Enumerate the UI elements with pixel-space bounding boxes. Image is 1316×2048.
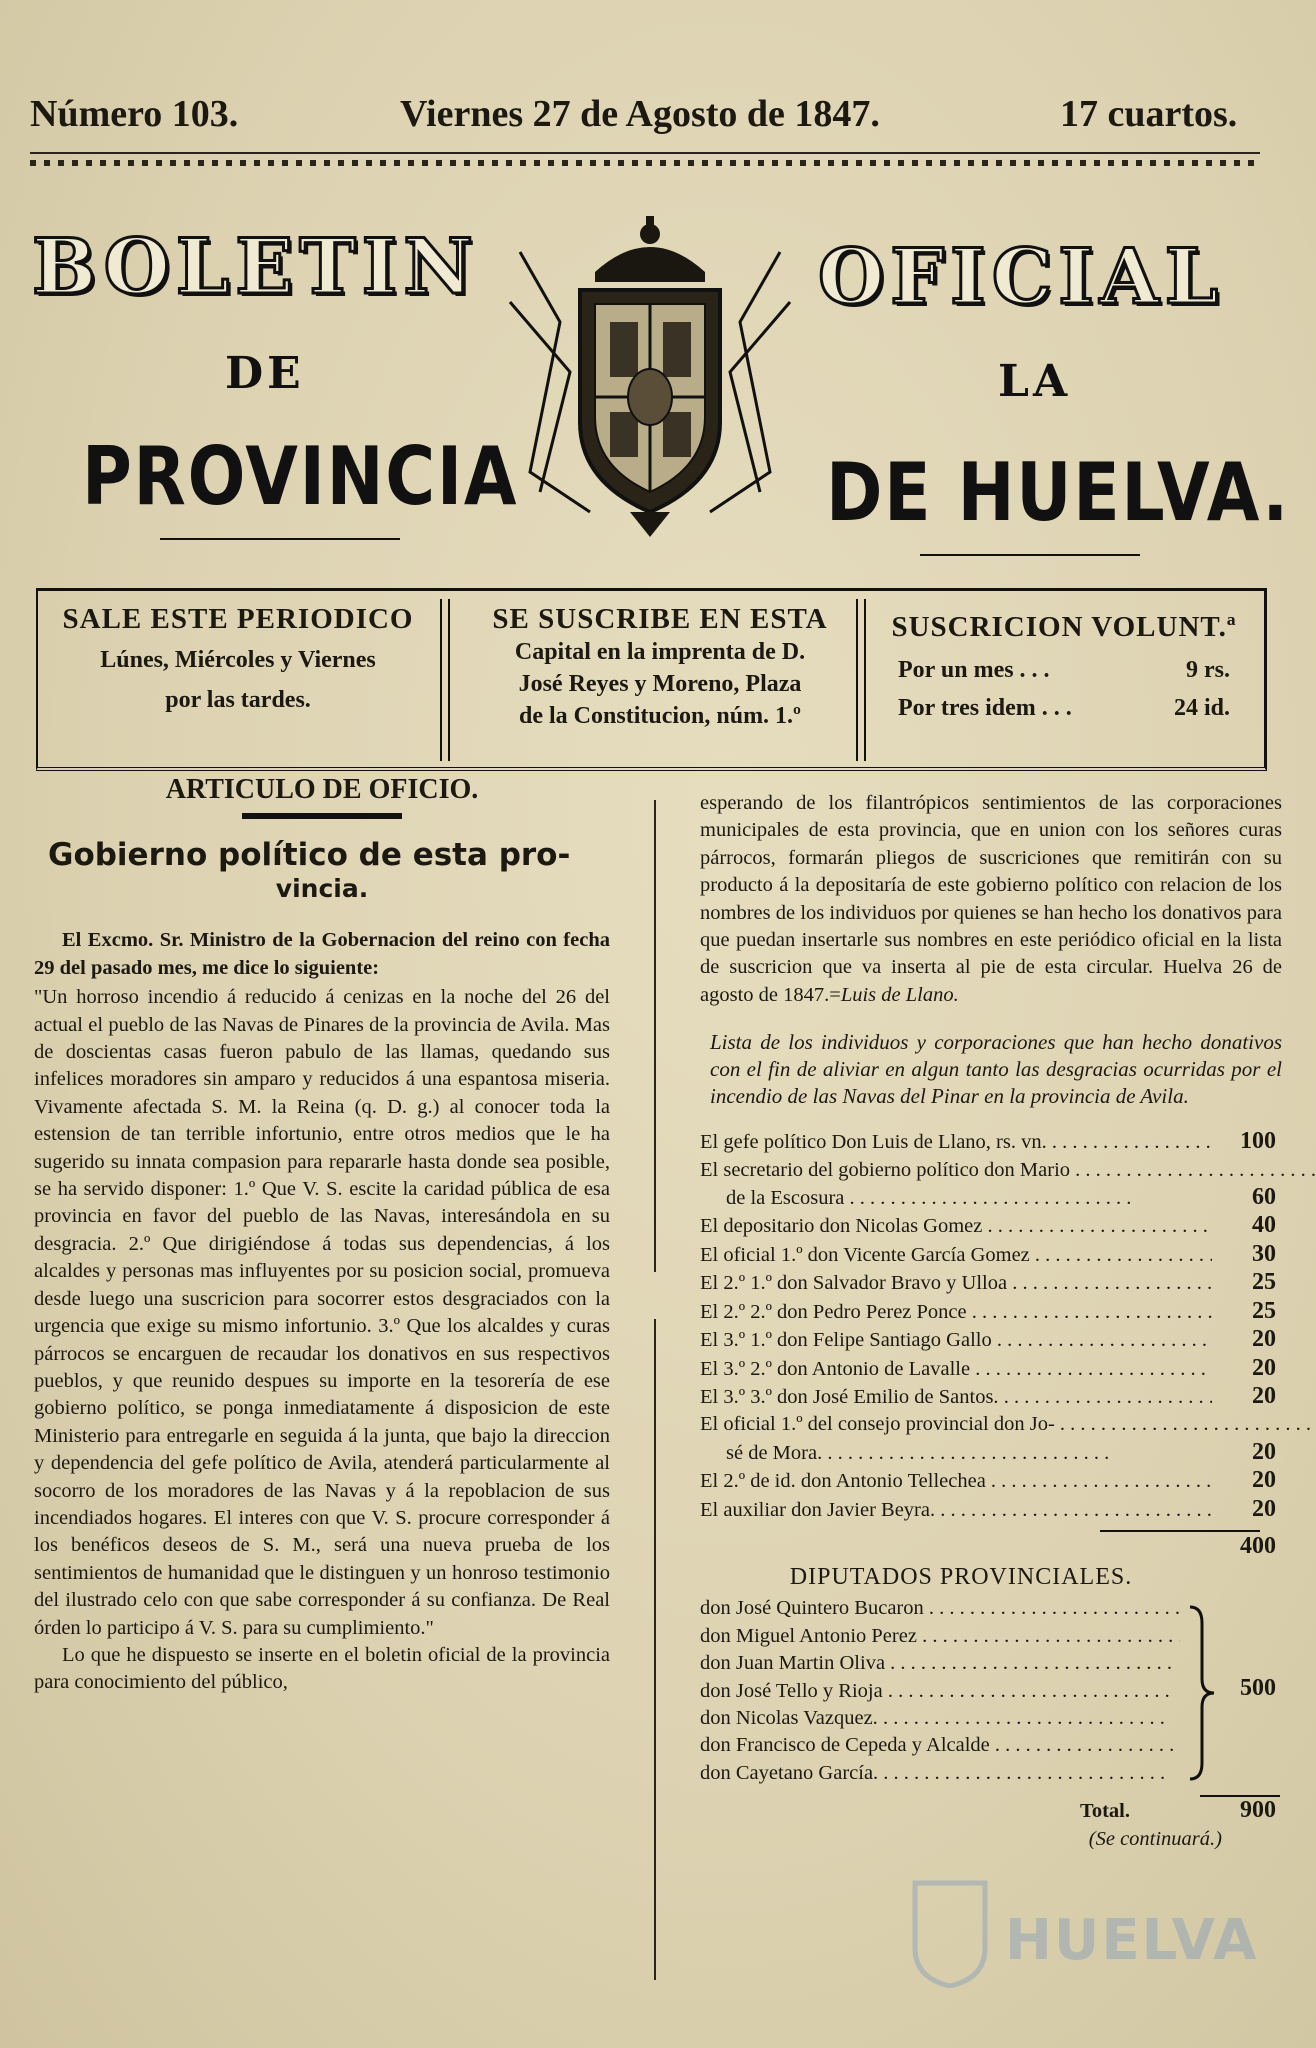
list-item: don Nicolas Vazquez. . . .	[700, 1705, 1180, 1732]
subscription-place-line1: Capital en la imprenta de D.	[514, 639, 806, 665]
article-body: "Un horroso incendio á reducido á cenizas en la noche del 26 del actual el pueblo de las Navas de Pinares de la provincia de Avila. Mas de doscientas casas fueron pabulo de las llamas, quedando sus infelices moradores sin amparo y reducidos á una espantosa miseria. Vivamente afectada S. M. la Reina (q. D. g.) al conocer toda la estension de tan terrible infortunio, entre otros medios que le ha sugerido su innata compasion para repararle hasta donde sea posible, se ha servido disponer: 1.º Que V. S. escite la caridad pública de esa provincia en favor del pueblo de las Navas, interesándola en su desgracia. 2.º Que dirigiéndose á todas sus dependencias, á los alcaldes y personas mas influyentes por su posicion social, promueva desde luego una suscricion para socorrer estos desgraciados con la urgencia que exige su mismo infortunio. 3.º Que los alcaldes y curas párrocos se encarguen de recaudar los donativos en sus respectivos pueblos, y que reunido despues su importe en la tesorería de ese gobierno político, se ponga inmediatamente á disposicion de este Ministerio para entregarle en seguida á la junta, que bajo la direccion y dependencia del gefe político de Avila, atenderá particularmente al socorro de los moradores de las Navas y á la repoblacion de sus incendiados hogares. El interes con que V. S. procure corresponder á los benéficos deseos de S. M., será una nueva prueba de los sentimientos de humanidad que le distinguen y un honroso testimonio del ilustrado celo con que sabe corresponder á su confianza. De Real órden lo participo á V. S. para su cumplimiento."	[34, 986, 610, 1639]
price-month-label: Por un mes . . .	[898, 657, 1050, 683]
price-month-value: 9 rs.	[1186, 657, 1230, 683]
article-heading-cont: vincia.	[275, 874, 369, 904]
column-divider	[654, 800, 656, 1980]
shield-icon	[910, 1878, 990, 1988]
list-item: El auxiliar don Javier Beyra. . . . 20	[700, 1496, 1276, 1524]
continuation-note: (Se continuará.)	[1088, 1827, 1222, 1850]
list-item: don Miguel Antonio Perez . . .	[700, 1623, 1180, 1650]
ornament-right	[920, 550, 1140, 560]
list-item: don Cayetano García. . . .	[700, 1760, 1180, 1787]
list-item: El 3.º 2.º don Antonio de Lavalle . . . 20	[700, 1355, 1276, 1383]
diputados-title: DIPUTADOS PROVINCIALES.	[789, 1563, 1133, 1590]
issue-number: Número 103.	[30, 93, 239, 135]
list-item: de la Escosura . . . 60	[700, 1184, 1276, 1212]
list-item: El 3.º 1.º don Felipe Santiago Gallo . . . 20	[700, 1326, 1276, 1354]
issue-price: 17 cuartos.	[1060, 93, 1238, 135]
diputados-names	[700, 1595, 1180, 1787]
watermark-text: HUELVA	[1005, 1908, 1259, 1973]
issue-date: Viernes 27 de Agosto de 1847.	[400, 93, 880, 135]
circular-continuation	[700, 790, 1282, 1009]
subscription-price-box	[868, 591, 1260, 767]
subscription-place-title: SE SUSCRIBE EN ESTA	[492, 603, 828, 635]
masthead-la: LA	[998, 356, 1072, 407]
ornament-left	[160, 534, 400, 544]
masthead-oficial: OFICIAL	[818, 232, 1225, 321]
archive-watermark	[910, 1868, 1270, 2018]
issue-header	[30, 92, 1260, 142]
diputados-amount: 500	[1240, 1675, 1276, 1702]
list-item: El 2.º de id. don Antonio Tellechea . . . 20	[700, 1467, 1276, 1495]
publication-days-box	[38, 591, 438, 767]
total-row	[700, 1797, 1282, 1825]
list-item: El secretario del gobierno político don Mario . . .	[700, 1157, 1276, 1184]
list-item: El oficial 1.º don Vicente García Gomez . . . 30	[700, 1241, 1276, 1269]
publication-days-title: SALE ESTE PERIODICO	[62, 603, 414, 635]
subscription-place-line2: José Reyes y Moreno, Plaza	[518, 671, 802, 697]
list-item: El depositario don Nicolas Gomez . . . 40	[700, 1212, 1276, 1240]
list-item: El 2.º 2.º don Pedro Perez Ponce . . . 25	[700, 1298, 1276, 1326]
list-item: El gefe político Don Luis de Llano, rs. vn. . . . 100	[700, 1128, 1276, 1156]
list-item: don Juan Martin Oliva . . .	[700, 1650, 1180, 1677]
total-label: Total.	[1080, 1800, 1130, 1823]
list-item: El oficial 1.º del consejo provincial don Jo- . . .	[700, 1411, 1276, 1438]
subtotal: 400	[1240, 1532, 1276, 1559]
box-divider	[440, 599, 450, 761]
price-three-label: Por tres idem . . .	[898, 695, 1072, 721]
article-intro: El Excmo. Sr. Ministro de la Gobernacion del reino con fecha 29 del pasado mes, me dice lo siguiente:	[34, 929, 610, 979]
masthead-de-huelva: DE HUELVA.	[826, 446, 1290, 539]
section-rule	[242, 813, 402, 819]
list-item: don José Tello y Rioja . . .	[700, 1678, 1180, 1705]
coat-of-arms-emblem	[500, 212, 800, 542]
publication-days-line2: por las tardes.	[165, 687, 311, 713]
left-column	[34, 776, 610, 1697]
list-item: El 2.º 1.º don Salvador Bravo y Ulloa . . . 25	[700, 1269, 1276, 1297]
publication-days-line1: Lúnes, Miércoles y Viernes	[100, 647, 376, 673]
list-item: don Francisco de Cepeda y Alcalde . . .	[700, 1732, 1180, 1759]
article-closing: Lo que he dispuesto se inserte en el boletin oficial de la provincia para conocimiento del público,	[34, 1643, 610, 1694]
info-boxes	[36, 588, 1267, 771]
brace-icon	[1186, 1603, 1216, 1783]
list-item: El 3.º 3.º don José Emilio de Santos. . . . 20	[700, 1383, 1276, 1411]
donor-list	[700, 1128, 1282, 1524]
list-item: sé de Mora. . . . 20	[700, 1439, 1276, 1467]
article-heading: Gobierno político de esta pro-	[48, 837, 571, 874]
total-amount: 900	[1240, 1797, 1276, 1824]
box-divider	[856, 599, 866, 761]
price-row-three	[868, 692, 1260, 724]
section-title: ARTICULO DE OFICIO.	[165, 774, 479, 805]
diputados-list	[700, 1595, 1282, 1787]
masthead-boletin: BOLETIN	[32, 222, 479, 311]
donor-list-title: Lista de los individuos y corporaciones que han hecho donativos con el fin de aliviar en algun tanto las desgracias ocurridas por el incendio de las Navas del Pinar en la provincia de Avila.	[710, 1030, 1282, 1109]
circular-text: esperando de los filantrópicos sentimientos de las corporaciones municipales de esta provincia, que en union con los señores curas párrocos, formarán pliegos de suscriciones que remitirán con su producto á la depositaría de este gobierno político con relacion de los nombres de los individuos por quienes se han hecho los donativos para que puedan insertarle sus nombres en este periódico oficial en la lista de suscricion que va inserta al pie de esta circular. Huelva 26 de agosto de 1847.=	[700, 792, 1282, 1006]
masthead-de: DE	[225, 348, 305, 399]
header-rule	[30, 152, 1260, 172]
subscription-place-box	[450, 591, 870, 767]
price-three-value: 24 id.	[1173, 695, 1230, 721]
subscription-place-line3: de la Constitucion, núm. 1.º	[519, 703, 801, 729]
subscription-price-title: SUSCRICION VOLUNT.ª	[891, 611, 1237, 643]
list-item: don José Quintero Bucaron . . .	[700, 1595, 1180, 1622]
price-row-month	[868, 654, 1260, 686]
masthead-provincia: PROVINCIA	[82, 430, 519, 523]
signature: Luis de Llano.	[840, 983, 959, 1006]
right-column	[700, 790, 1282, 1853]
